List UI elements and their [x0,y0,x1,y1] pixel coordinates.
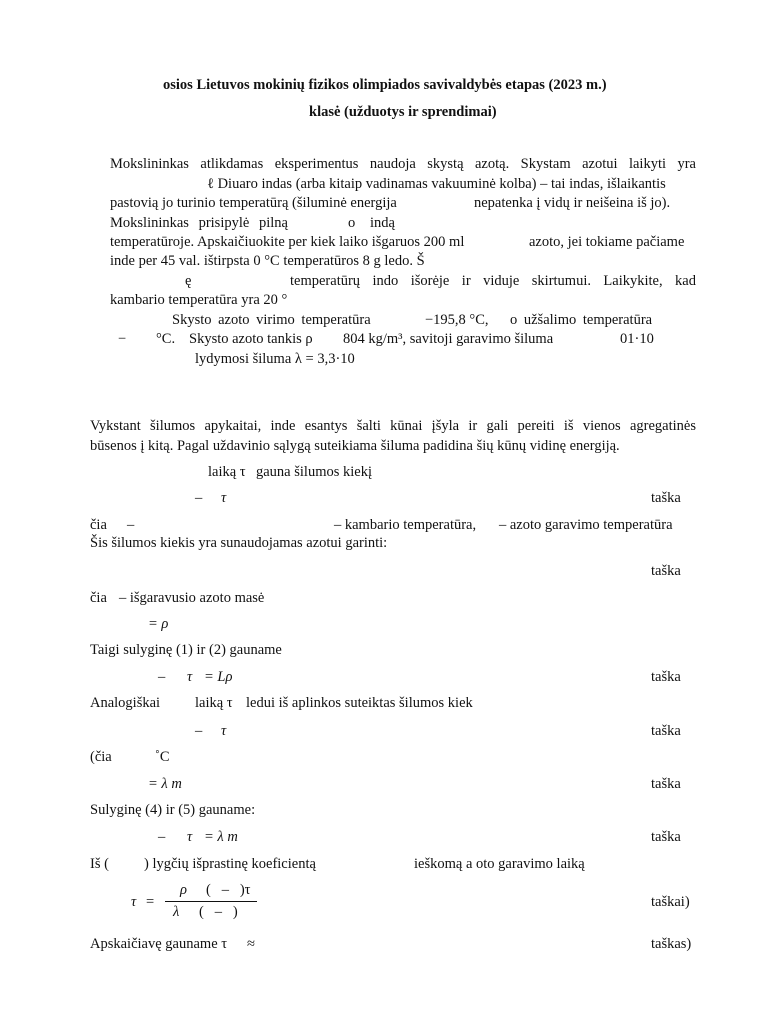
solution-text: Iš ( [90,856,109,872]
solution-text: ) lygčių išprastinę koeficientą [144,856,316,872]
points-label: taška [651,490,681,506]
solution-text: Sulyginę (4) ir (5) gauname: [90,802,256,818]
problem-line: kambario temperatūra yra 20 ° [110,292,288,308]
solution-text: ieškomą a oto garavimo laiką [414,856,585,872]
formula-denominator: ( – ) [199,904,238,920]
fraction-bar [165,901,257,902]
solution-text: (čia [90,749,112,765]
solution-intro: būsenos į kitą. Pagal uždavinio sąlygą suteikiama šiluma padidina šių kūnų vidinę energiją. [90,438,620,454]
equation: = λ m [148,776,182,792]
solution-text: čia [90,517,107,533]
equation: = Lρ [204,669,233,685]
solution-text: Analogiškai [90,695,161,711]
problem-line: nepatenka į vidų ir neišeina iš jo). [474,195,671,211]
equation: τ [187,829,193,845]
problem-line: pastovią jo turinio temperatūrą (šiluminė energija [110,195,397,211]
solution-text: – [127,517,135,533]
equation: τ [221,723,227,739]
page-title: osios Lietuvos mokinių fizikos olimpiados savivaldybės etapas (2023 m.) [163,77,607,93]
problem-line: ę [185,273,192,289]
problem-line: − [118,331,127,347]
problem-line: 804 kg/m³, savitoji garavimo šiluma [343,331,554,347]
problem-line: Skysto azoto tankis ρ [189,331,313,347]
problem-line: o užšalimo temperatūra [510,312,653,328]
solution-text: – kambario temperatūra, [334,517,477,533]
problem-line: Skysto azoto virimo temperatūra [172,312,371,328]
formula-denominator-lambda: λ [173,904,180,920]
equation: = λ m [204,829,238,845]
solution-text: ˚C [155,749,170,765]
solution-text: Apskaičiavę gauname τ [90,936,228,952]
problem-line: −195,8 °C, [425,312,489,328]
solution-text: – išgaravusio azoto masė [119,590,265,606]
points-label: taškai) [651,894,690,910]
problem-line: inde per 45 val. ištirpsta 0 °C temperatūros 8 g ledo. Š [110,253,425,269]
solution-text: – azoto garavimo temperatūra [499,517,673,533]
problem-line: 01·10 [620,331,654,347]
solution-text: gauna šilumos kiekį [256,464,372,480]
page-subtitle: klasė (užduotys ir sprendimai) [309,104,497,120]
solution-text: Taigi sulyginę (1) ir (2) gauname [90,642,282,658]
formula-numerator: ( – )τ [206,882,251,898]
problem-line: o [348,215,356,231]
solution-text: laiką τ [208,464,246,480]
solution-text: ≈ [247,936,255,952]
problem-line: temperatūroje. Apskaičiuokite per kiek laiko išgaruos 200 ml [110,234,465,250]
equation: – [158,829,166,845]
equation: = ρ [148,616,169,632]
solution-text: Šis šilumos kiekis yra sunaudojamas azotui garinti: [90,535,388,551]
problem-line: azoto, jei tokiame pačiame [529,234,685,250]
solution-text: ledui iš aplinkos suteiktas šilumos kiek [246,695,473,711]
equation: – [158,669,166,685]
equation: – [195,490,203,506]
points-label: taška [651,776,681,792]
problem-line: °C. [156,331,176,347]
solution-text: čia [90,590,107,606]
points-label: taškas) [651,936,692,952]
points-label: taška [651,669,681,685]
problem-line: Mokslininkas prisipylė pilną [110,215,288,231]
formula-lhs: τ [131,894,137,910]
problem-line: temperatūrų indo išorėje ir viduje skirtumui. Laikykite, kad [290,273,696,289]
formula-numerator-rho: ρ [180,882,187,898]
equation: τ [187,669,193,685]
points-label: taška [651,563,681,579]
points-label: taška [651,829,681,845]
problem-line: Mokslininkas atlikdamas eksperimentus naudoja skystą azotą. Skystam azotui laikyti yra [110,156,696,172]
points-label: taška [651,723,681,739]
equation: – [195,723,203,739]
solution-intro: Vykstant šilumos apykaitai, inde esantys šalti kūnai įšyla ir gali pereiti iš vienos agregatinės [90,418,696,434]
solution-text: laiką τ [195,695,233,711]
formula-equals: = [146,894,155,910]
equation: τ [221,490,227,506]
problem-line: lydymosi šiluma λ = 3,3·10 [195,351,355,367]
problem-line: indą [370,215,395,231]
problem-line: ℓ Diuaro indas (arba kitaip vadinamas vakuuminė kolba) – tai indas, išlaikantis [207,176,666,192]
